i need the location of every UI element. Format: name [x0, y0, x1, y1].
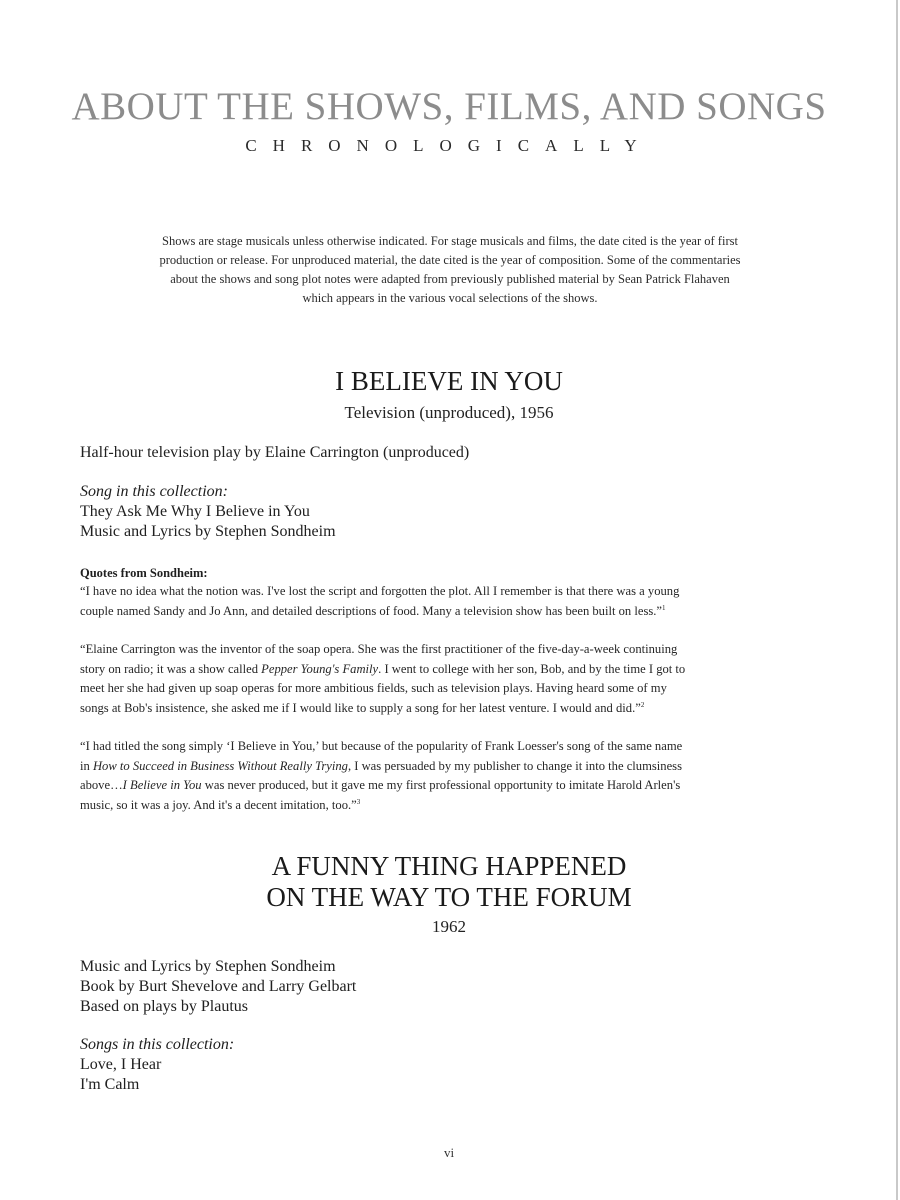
page-edge — [896, 0, 898, 1200]
quote-paragraph — [80, 640, 820, 718]
quote-line — [80, 776, 820, 796]
quote-text: couple named Sandy and Jo Ann, and detailed descriptions of food. Many a television show has been built on less.” — [80, 603, 662, 618]
song-title: They Ask Me Why I Believe in You — [80, 503, 310, 520]
intro-line: about the shows and song plot notes were adapted from previously published material by Sean Patrick Flahaven — [170, 272, 730, 286]
show-subtitle: Television (unproduced), 1956 — [344, 403, 554, 422]
song-title: Love, I Hear — [80, 1056, 162, 1073]
page-subtitle: CHRONOLOGICALLY — [245, 136, 653, 155]
quote-text: music, so it was a joy. And it's a decent imitation, too.” — [80, 797, 357, 812]
show-title-i-believe-in-you: I BELIEVE IN YOU — [335, 366, 563, 396]
show-description — [80, 443, 820, 463]
song-list — [80, 1035, 820, 1095]
quote-italic-title: I Believe in You — [122, 778, 202, 792]
quote-text: was never produced, but it gave me my first professional opportunity to imitate Harold Arlen's — [201, 778, 681, 792]
intro-paragraph — [80, 232, 820, 308]
page-title: ABOUT THE SHOWS, FILMS, AND SONGS — [71, 85, 827, 128]
song-title: I'm Calm — [80, 1076, 140, 1093]
credit-line: Music and Lyrics by Stephen Sondheim — [80, 958, 336, 975]
quote-text: in — [80, 758, 93, 773]
quote-line — [80, 699, 820, 719]
credit-line: Music and Lyrics by Stephen Sondheim — [80, 523, 336, 540]
intro-line: Shows are stage musicals unless otherwise indicated. For stage musicals and films, the date cited is the year of first — [162, 234, 738, 248]
quote-line: “I had titled the song simply ‘I Believe in You,’ but because of the popularity of Frank Loesser's song of the same name — [80, 739, 683, 753]
quote-text: songs at Bob's insistence, she asked me if I would like to supply a song for her latest venture. I would and did.” — [80, 700, 641, 715]
description-text: Half-hour television play by Elaine Carrington (unproduced) — [80, 444, 470, 461]
show-year: 1962 — [432, 917, 466, 936]
quotes-heading: Quotes from Sondheim: — [80, 566, 208, 580]
quote-paragraph — [80, 737, 820, 815]
intro-line: production or release. For unproduced material, the date cited is the year of composition. Some of the commentaries — [159, 253, 741, 267]
songs-heading: Song in this collection: — [80, 483, 228, 500]
quote-line — [80, 796, 820, 816]
footnote-marker: 3 — [356, 797, 361, 806]
footnote-marker: 2 — [640, 700, 645, 709]
quote-line — [80, 602, 820, 622]
quote-text: . I went to college with her son, Bob, and by the time I got to — [378, 661, 686, 676]
credit-line: Based on plays by Plautus — [80, 998, 248, 1015]
footnote-marker: 1 — [662, 603, 666, 612]
credit-line: Book by Burt Shevelove and Larry Gelbart — [80, 978, 357, 995]
quote-italic-title: Pepper Young's Family — [261, 661, 379, 676]
quote-paragraph — [80, 582, 820, 621]
quote-line — [80, 757, 820, 777]
quote-text: above… — [80, 778, 123, 792]
quote-italic-title: How to Succeed in Business Without Really Trying — [92, 758, 348, 773]
quote-line — [80, 660, 820, 680]
quote-line: “I have no idea what the notion was. I've lost the script and forgotten the plot. All I remember is that there was a young — [80, 584, 680, 598]
show-title-line: A FUNNY THING HAPPENED — [271, 851, 627, 881]
songs-heading: Songs in this collection: — [80, 1036, 235, 1053]
quote-text: story on radio; it was a show called — [80, 661, 262, 676]
song-list — [80, 482, 820, 542]
quote-text: , I was persuaded by my publisher to change it into the clumsiness — [347, 758, 682, 773]
intro-line: which appears in the various vocal selections of the shows. — [302, 291, 598, 305]
show-title-line: ON THE WAY TO THE FORUM — [266, 882, 632, 912]
page-number: vi — [443, 1145, 455, 1160]
show-title-funny-thing — [0, 851, 898, 913]
quote-line: “Elaine Carrington was the inventor of the soap opera. She was the first practitioner of the five-day-a-week continuing — [80, 642, 678, 656]
credits-list — [80, 957, 820, 1017]
quote-line: meet her she had given up soap operas for more ambitious fields, such as television plays. Having heard some of my — [80, 681, 667, 695]
